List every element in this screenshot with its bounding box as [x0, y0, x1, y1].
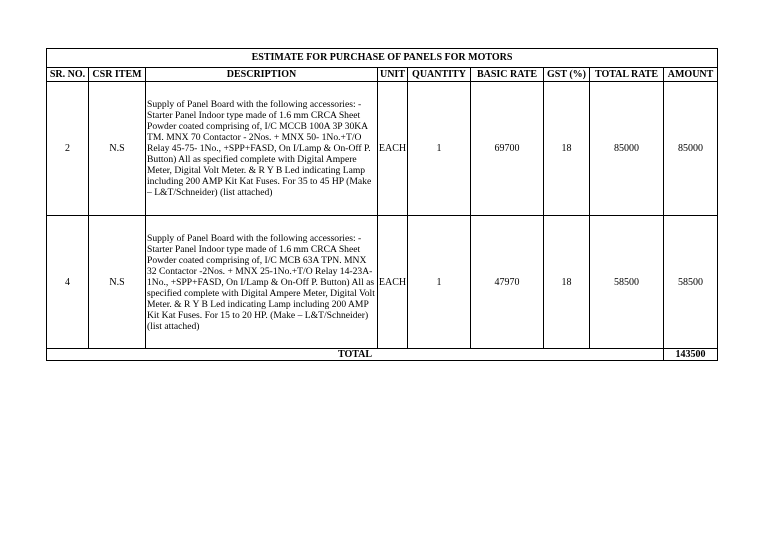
cell-total-rate: 58500: [590, 216, 664, 349]
cell-description: Supply of Panel Board with the following accessories: - Starter Panel Indoor type made of 1.6 mm CRCA Sheet Powder coated comprising of, I/C MCCB 100A 3P 30KA TM. MNX 70 Contactor - 2Nos. + MNX 50- 1No.+T/O Relay 45-75- 1No., +SPP+FASD, On I/Lamp & On-Off P. Button) All as specified complete with Digital Ampere Meter, Digital Volt Meter. & R Y B Led indicating Lamp including 200 AMP Kit Kat Fuses. For 35 to 45 HP (Make – L&T/Schneider) (list attached): [146, 82, 378, 216]
total-label: TOTAL: [47, 349, 664, 361]
total-amount: 143500: [664, 349, 718, 361]
cell-csr-item: N.S: [89, 216, 146, 349]
cell-sr-no: 2: [47, 82, 89, 216]
header-sr-no: SR. NO.: [47, 68, 89, 82]
total-row: [47, 349, 718, 361]
header-gst: GST (%): [544, 68, 590, 82]
header-amount: AMOUNT: [664, 68, 718, 82]
cell-unit: EACH: [378, 82, 408, 216]
header-description: DESCRIPTION: [146, 68, 378, 82]
cell-total-rate: 85000: [590, 82, 664, 216]
cell-description: Supply of Panel Board with the following accessories: - Starter Panel Indoor type made of 1.6 mm CRCA Sheet Powder coated comprising of, I/C MCB 63A TPN. MNX 32 Contactor -2Nos. + MNX 25-1No.+T/O Relay 14-23A-1No., +SPP+FASD, On I/Lamp & On-Off P. Button) All as specified complete with Digital Ampere Meter, Digital Volt Meter. & R Y B Led indicating Lamp including 200 AMP Kit Kat Fuses. For 15 to 20 HP. (Make – L&T/Schneider) (list attached): [146, 216, 378, 349]
cell-quantity: 1: [408, 82, 471, 216]
cell-quantity: 1: [408, 216, 471, 349]
cell-basic-rate: 47970: [471, 216, 544, 349]
table-title: ESTIMATE FOR PURCHASE OF PANELS FOR MOTORS: [47, 49, 718, 68]
cell-gst: 18: [544, 82, 590, 216]
cell-gst: 18: [544, 216, 590, 349]
table-row: [47, 216, 718, 349]
table-row: [47, 82, 718, 216]
header-csr-item: CSR ITEM: [89, 68, 146, 82]
cell-sr-no: 4: [47, 216, 89, 349]
header-unit: UNIT: [378, 68, 408, 82]
header-quantity: QUANTITY: [408, 68, 471, 82]
cell-unit: EACH: [378, 216, 408, 349]
header-total-rate: TOTAL RATE: [590, 68, 664, 82]
cell-amount: 58500: [664, 216, 718, 349]
cell-csr-item: N.S: [89, 82, 146, 216]
estimate-table: [46, 48, 718, 361]
header-basic-rate: BASIC RATE: [471, 68, 544, 82]
cell-basic-rate: 69700: [471, 82, 544, 216]
cell-amount: 85000: [664, 82, 718, 216]
header-row: [47, 68, 718, 82]
